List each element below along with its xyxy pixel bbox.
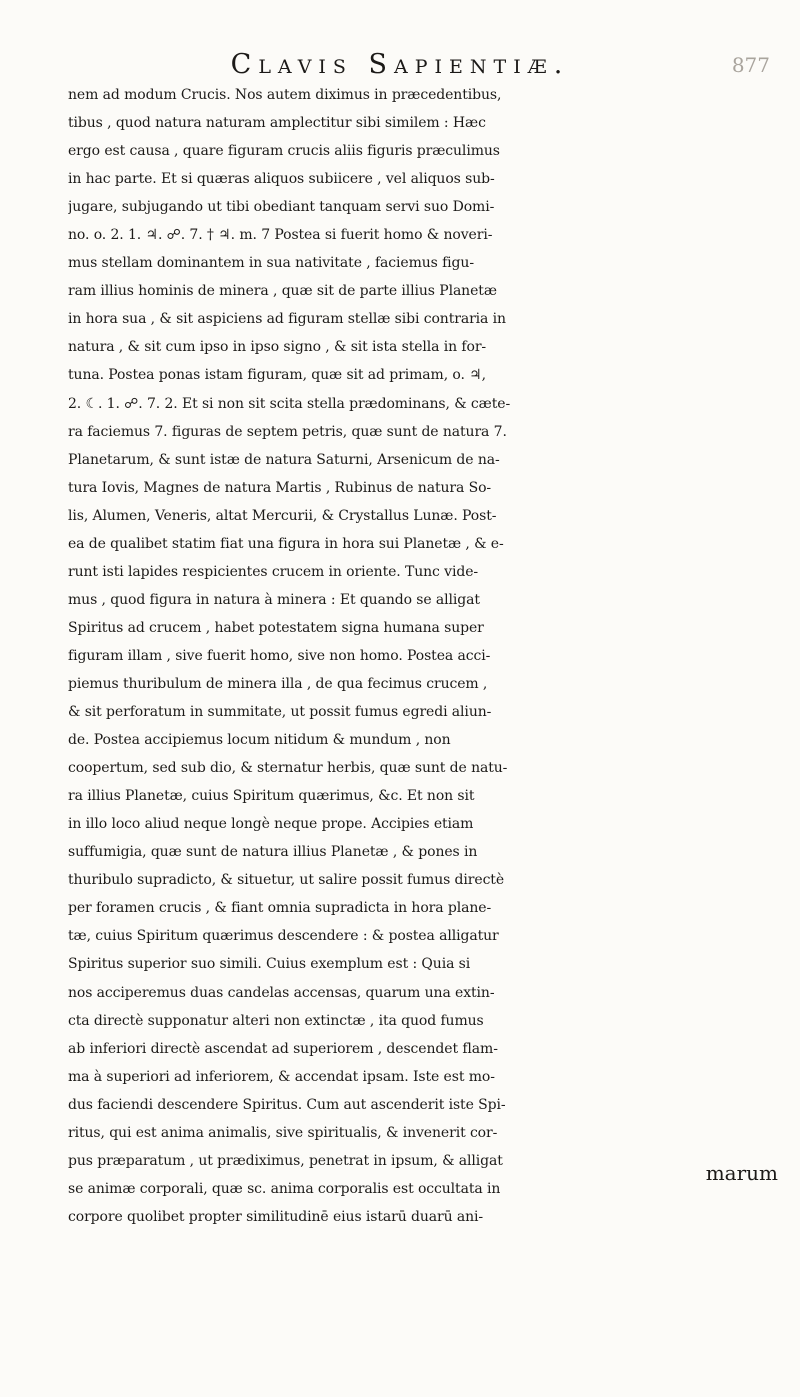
text-line: ergo est causa , quare figuram crucis aliis figuris præculimus	[68, 143, 500, 160]
text-line: lis, Alumen, Veneris, altat Mercurii, & Crystallus Lunæ. Post-	[68, 507, 497, 524]
text-line: ra faciemus 7. figuras de septem petris, quæ sunt de natura 7.	[68, 423, 507, 440]
running-title: Clavis Sapientiæ.	[230, 49, 570, 80]
text-line: suffumigia, quæ sunt de natura illius Planetæ , & pones in	[68, 844, 478, 861]
text-line: ea de qualibet statim fiat una figura in hora sui Planetæ , & e-	[68, 535, 504, 552]
text-line: corpore quolibet propter similitudinē eius istarū duarū ani-	[68, 1208, 484, 1225]
text-line: tuna. Postea ponas istam figuram, quæ sit ad primam, o. ♃,	[68, 367, 486, 384]
text-line: nos acciperemus duas candelas accensas, quarum una extin-	[68, 984, 495, 1001]
text-line: in illo loco aliud neque longè neque prope. Accipies etiam	[68, 816, 474, 833]
text-line: thuribulo supradicto, & situetur, ut salire possit fumus directè	[68, 872, 505, 889]
text-line: ram illius hominis de minera , quæ sit de parte illius Planetæ	[68, 283, 497, 300]
text-line: ra illius Planetæ, cuius Spiritum quærimus, &c. Et non sit	[68, 788, 475, 805]
text-line: Spiritus ad crucem , habet potestatem signa humana super	[68, 619, 484, 636]
text-line: de. Postea accipiemus locum nitidum & mundum , non	[68, 732, 451, 749]
text-line: piemus thuribulum de minera illa , de qua fecimus crucem ,	[68, 675, 488, 692]
text-line: mus stellam dominantem in sua nativitate , faciemus figu-	[68, 255, 474, 272]
catchword: marum	[705, 1161, 778, 1185]
text-line: Planetarum, & sunt istæ de natura Saturni, Arsenicum de na-	[68, 451, 500, 468]
text-line: & sit perforatum in summitate, ut possit fumus egredi aliun-	[68, 704, 492, 721]
text-line: natura , & sit cum ipso in ipso signo , & sit ista stella in for-	[68, 339, 487, 356]
text-line: tæ, cuius Spiritum quærimus descendere : & postea alligatur	[68, 928, 499, 945]
text-line: pus præparatum , ut prædiximus, penetrat in ipsum, & alligat	[68, 1152, 503, 1169]
text-line: 2. ☾. 1. ☍. 7. 2. Et si non sit scita stella prædominans, & cæte-	[68, 395, 511, 412]
page-number: 877	[731, 53, 770, 77]
text-line: ab inferiori directè ascendat ad superiorem , descendet flam-	[68, 1040, 498, 1057]
text-line: figuram illam , sive fuerit homo, sive non homo. Postea acci-	[68, 647, 491, 664]
text-line: tura Iovis, Magnes de natura Martis , Rubinus de natura So-	[68, 479, 492, 496]
text-line: dus faciendi descendere Spiritus. Cum aut ascenderit iste Spi-	[68, 1096, 506, 1113]
page-header	[0, 46, 800, 84]
text-line: Spiritus superior suo simili. Cuius exemplum est : Quia si	[68, 956, 471, 973]
text-line: coopertum, sed sub dio, & sternatur herbis, quæ sunt de natu-	[68, 760, 508, 777]
text-line: in hac parte. Et si quæras aliquos subiicere , vel aliquos sub-	[68, 171, 495, 188]
text-line: in hora sua , & sit aspiciens ad figuram stellæ sibi contraria in	[68, 311, 506, 328]
text-line: per foramen crucis , & fiant omnia supradicta in hora plane-	[68, 900, 492, 917]
text-line: ritus, qui est anima animalis, sive spiritualis, & invenerit cor-	[68, 1124, 498, 1141]
text-line: ma à superiori ad inferiorem, & accendat ipsam. Iste est mo-	[68, 1068, 495, 1085]
text-line: no. o. 2. 1. ♃. ☍. 7. † ♃. m. 7 Postea si fuerit homo & noveri-	[68, 227, 493, 244]
text-line: cta directè supponatur alteri non extinctæ , ita quod fumus	[68, 1012, 484, 1029]
text-line: se animæ corporali, quæ sc. anima corporalis est occultata in	[68, 1180, 501, 1197]
text-line: jugare, subjugando ut tibi obediant tanquam servi suo Domi-	[68, 199, 495, 216]
text-line: mus , quod figura in natura à minera : Et quando se alligat	[68, 591, 480, 608]
body-text	[68, 81, 794, 1231]
text-line: runt isti lapides respicientes crucem in oriente. Tunc vide-	[68, 563, 479, 580]
text-line: nem ad modum Crucis. Nos autem diximus in præcedentibus,	[68, 87, 502, 103]
text-line: tibus , quod natura naturam amplectitur sibi similem : Hæc	[68, 115, 486, 132]
